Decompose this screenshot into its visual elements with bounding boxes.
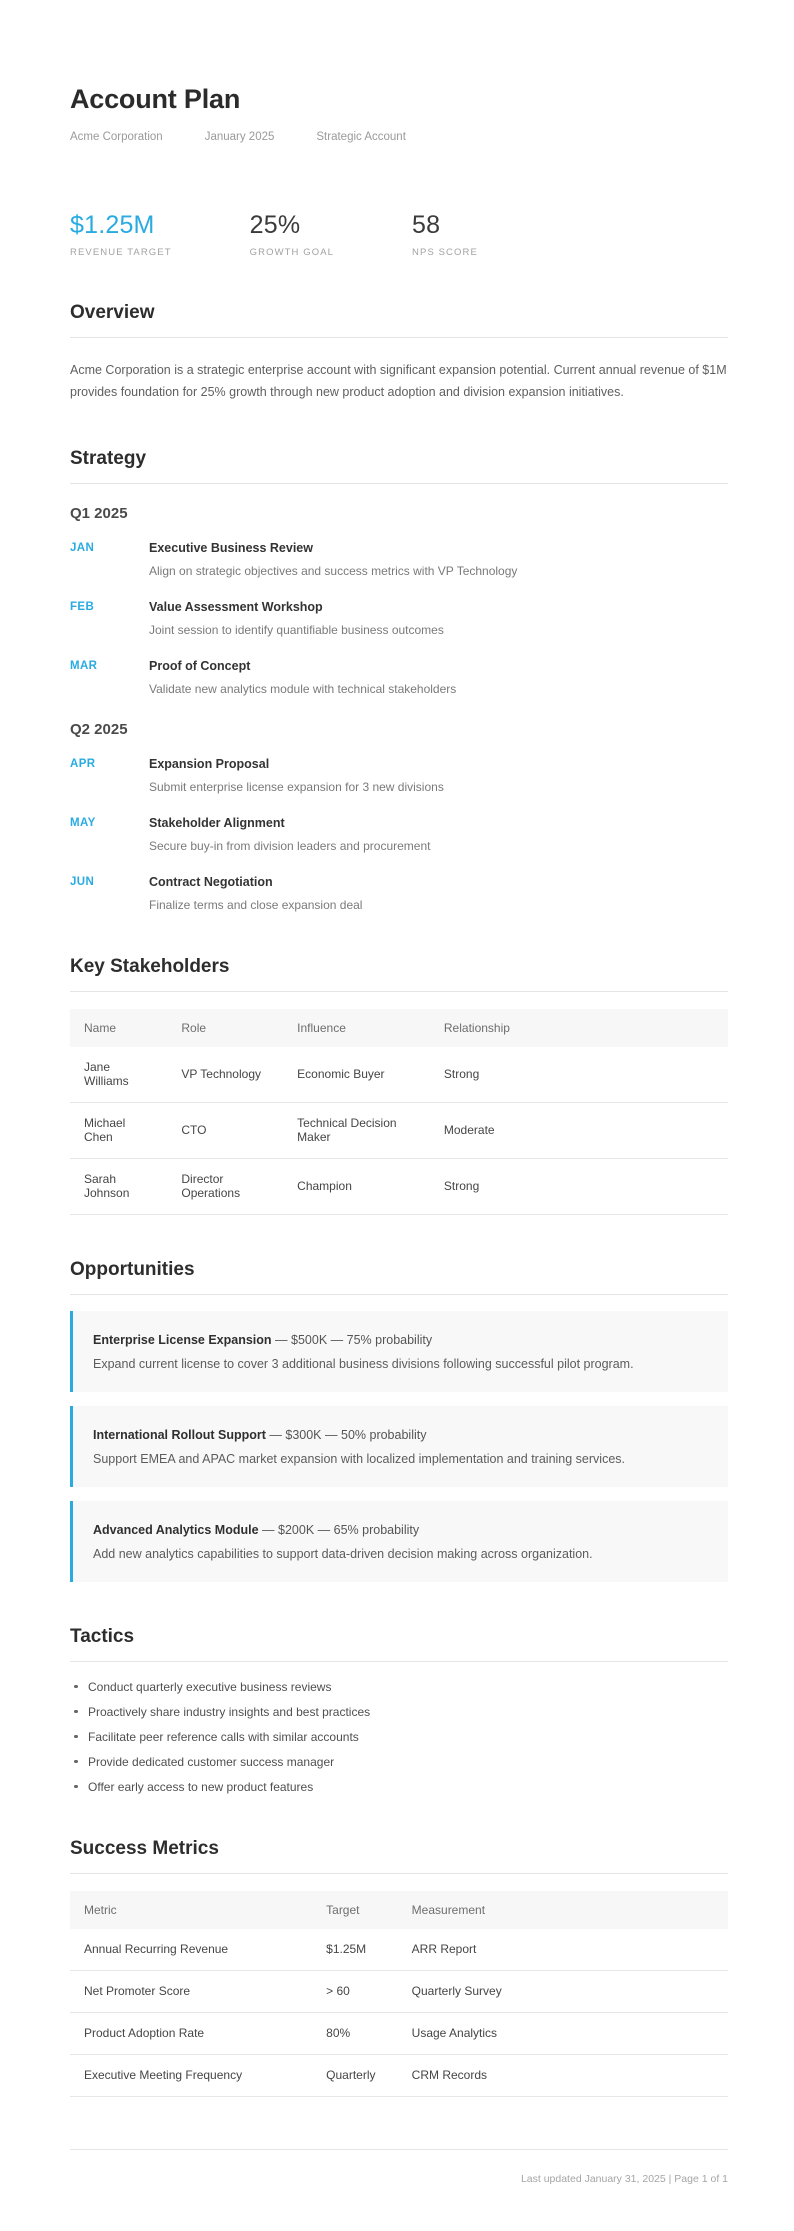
quarter-heading-q1: Q1 2025 bbox=[70, 504, 128, 522]
timeline-month: MAY bbox=[70, 816, 96, 829]
stat-growth-goal bbox=[250, 211, 334, 258]
cell-measurement: Quarterly Survey bbox=[398, 1970, 728, 2012]
cell-metric: Annual Recurring Revenue bbox=[70, 1929, 312, 1971]
meta-date: January 2025 bbox=[204, 131, 275, 143]
page-title: Account Plan bbox=[70, 84, 241, 114]
opportunity-amount: $200K bbox=[278, 1522, 315, 1537]
opportunity-headline bbox=[93, 1523, 708, 1537]
meta-account-type: Strategic Account bbox=[316, 131, 406, 143]
table-row bbox=[70, 1970, 728, 2012]
timeline-item bbox=[70, 757, 728, 794]
timeline-content bbox=[149, 541, 517, 578]
cell-name: Michael Chen bbox=[70, 1102, 167, 1158]
cell-measurement: CRM Records bbox=[398, 2054, 728, 2096]
timeline-title: Value Assessment Workshop bbox=[149, 599, 323, 614]
opportunity-title: International Rollout Support bbox=[93, 1427, 266, 1442]
tactics-heading: Tactics bbox=[70, 1625, 135, 1647]
stat-label: REVENUE TARGET bbox=[70, 247, 172, 258]
section-divider bbox=[70, 1873, 728, 1874]
overview-heading: Overview bbox=[70, 302, 155, 323]
stat-value: 25% bbox=[249, 211, 301, 239]
section-success-metrics bbox=[70, 1838, 728, 2097]
timeline-description: Finalize terms and close expansion deal bbox=[149, 897, 363, 912]
cell-influence: Technical Decision Maker bbox=[283, 1102, 430, 1158]
timeline-month: MAR bbox=[70, 659, 98, 672]
cell-influence: Economic Buyer bbox=[283, 1047, 430, 1103]
tactic-item: Offer early access to new product features bbox=[70, 1780, 728, 1794]
column-header-metric: Metric bbox=[70, 1891, 312, 1929]
document-meta bbox=[70, 131, 728, 143]
opportunity-card bbox=[70, 1501, 728, 1582]
cell-metric: Product Adoption Rate bbox=[70, 2012, 312, 2054]
opportunity-probability: 50% probability bbox=[341, 1427, 427, 1442]
tactic-item: Proactively share industry insights and best practices bbox=[70, 1705, 728, 1719]
opportunities-list bbox=[70, 1311, 728, 1582]
tactic-item: Conduct quarterly executive business reviews bbox=[70, 1680, 728, 1694]
timeline-title: Contract Negotiation bbox=[149, 874, 273, 889]
table-header-row bbox=[70, 1009, 728, 1047]
timeline-month: APR bbox=[70, 757, 96, 770]
table-row bbox=[70, 1047, 728, 1103]
footer-divider bbox=[70, 2149, 728, 2150]
timeline-content bbox=[149, 659, 456, 696]
opportunity-description: Support EMEA and APAC market expansion with localized implementation and training services. bbox=[93, 1451, 625, 1466]
tactic-item: Provide dedicated customer success manager bbox=[70, 1755, 728, 1769]
timeline-q2 bbox=[70, 757, 728, 912]
stakeholders-table bbox=[70, 1009, 728, 1215]
key-stats-row bbox=[70, 211, 728, 258]
separator-dash: — bbox=[269, 1427, 282, 1442]
section-divider bbox=[70, 1661, 728, 1662]
timeline-description: Submit enterprise license expansion for 3 new divisions bbox=[149, 779, 444, 794]
stat-nps-score bbox=[412, 211, 478, 258]
opportunity-title: Advanced Analytics Module bbox=[93, 1522, 259, 1537]
section-divider bbox=[70, 1294, 728, 1295]
timeline-content bbox=[149, 757, 444, 794]
table-row bbox=[70, 1102, 728, 1158]
tactics-list bbox=[70, 1680, 728, 1794]
separator-dash: — bbox=[262, 1522, 275, 1537]
opportunity-probability: 65% probability bbox=[333, 1522, 420, 1537]
timeline-month: JAN bbox=[70, 541, 95, 554]
opportunity-amount: $500K bbox=[291, 1332, 328, 1347]
opportunity-title: Enterprise License Expansion bbox=[93, 1332, 272, 1347]
stakeholders-heading: Key Stakeholders bbox=[70, 955, 230, 977]
cell-role: CTO bbox=[167, 1102, 283, 1158]
timeline-item bbox=[70, 659, 728, 696]
timeline-title: Expansion Proposal bbox=[149, 756, 270, 771]
timeline-title: Executive Business Review bbox=[149, 540, 313, 555]
cell-relationship: Strong bbox=[430, 1158, 728, 1214]
stat-value: $1.25M bbox=[70, 211, 155, 239]
section-overview bbox=[70, 302, 728, 404]
column-header-target: Target bbox=[312, 1891, 398, 1929]
column-header-role: Role bbox=[167, 1009, 283, 1047]
opportunity-card bbox=[70, 1311, 728, 1392]
timeline-description: Align on strategic objectives and success metrics with VP Technology bbox=[149, 563, 518, 578]
opportunity-amount: $300K bbox=[285, 1427, 322, 1442]
opportunity-card bbox=[70, 1406, 728, 1487]
section-divider bbox=[70, 483, 728, 484]
stat-revenue-target bbox=[70, 211, 172, 258]
section-divider bbox=[70, 991, 728, 992]
table-row bbox=[70, 2054, 728, 2096]
table-row bbox=[70, 1158, 728, 1214]
separator-dash: — bbox=[330, 1332, 344, 1347]
opportunities-heading: Opportunities bbox=[70, 1258, 195, 1280]
timeline-content bbox=[149, 816, 430, 853]
stat-label: GROWTH GOAL bbox=[249, 247, 335, 258]
timeline-description: Joint session to identify quantifiable business outcomes bbox=[149, 622, 444, 637]
section-strategy bbox=[70, 448, 728, 912]
strategy-heading: Strategy bbox=[70, 447, 147, 469]
meta-company: Acme Corporation bbox=[70, 131, 163, 143]
section-tactics bbox=[70, 1626, 728, 1794]
footer-status-line: Last updated January 31, 2025 | Page 1 of 1 bbox=[520, 2172, 728, 2185]
timeline-month: JUN bbox=[70, 875, 95, 888]
timeline-description: Secure buy-in from division leaders and procurement bbox=[149, 838, 431, 853]
timeline-title: Stakeholder Alignment bbox=[149, 815, 285, 830]
cell-relationship: Strong bbox=[430, 1047, 728, 1103]
timeline-title: Proof of Concept bbox=[149, 658, 251, 673]
cell-target: > 60 bbox=[312, 1970, 398, 2012]
separator-dash: — bbox=[325, 1427, 338, 1442]
timeline-content bbox=[149, 600, 444, 637]
quarter-heading-q2: Q2 2025 bbox=[70, 720, 128, 738]
cell-metric: Executive Meeting Frequency bbox=[70, 2054, 312, 2096]
stat-label: NPS SCORE bbox=[412, 247, 478, 258]
cell-name: Sarah Johnson bbox=[70, 1158, 167, 1214]
cell-target: $1.25M bbox=[312, 1929, 398, 1971]
cell-influence: Champion bbox=[283, 1158, 430, 1214]
opportunity-probability: 75% probability bbox=[346, 1332, 433, 1347]
timeline-item bbox=[70, 600, 728, 637]
cell-relationship: Moderate bbox=[430, 1102, 728, 1158]
opportunity-description: Expand current license to cover 3 additional business divisions following successful pilot program. bbox=[93, 1356, 634, 1371]
cell-role: Director Operations bbox=[167, 1158, 283, 1214]
section-opportunities bbox=[70, 1259, 728, 1582]
table-header-row bbox=[70, 1891, 728, 1929]
timeline-q1 bbox=[70, 541, 728, 696]
stat-value: 58 bbox=[412, 211, 441, 239]
timeline-item bbox=[70, 875, 728, 912]
metrics-heading: Success Metrics bbox=[70, 1837, 219, 1859]
opportunity-headline bbox=[93, 1428, 708, 1442]
section-key-stakeholders bbox=[70, 956, 728, 1215]
table-row bbox=[70, 1929, 728, 1971]
cell-measurement: Usage Analytics bbox=[398, 2012, 728, 2054]
timeline-content bbox=[149, 875, 362, 912]
section-divider bbox=[70, 337, 728, 338]
cell-target: Quarterly bbox=[312, 2054, 398, 2096]
timeline-month: FEB bbox=[70, 600, 95, 613]
separator-dash: — bbox=[275, 1332, 288, 1347]
column-header-name: Name bbox=[70, 1009, 167, 1047]
cell-target: 80% bbox=[312, 2012, 398, 2054]
timeline-item bbox=[70, 541, 728, 578]
table-row bbox=[70, 2012, 728, 2054]
column-header-relationship: Relationship bbox=[430, 1009, 728, 1047]
cell-name: Jane Williams bbox=[70, 1047, 167, 1103]
cell-measurement: ARR Report bbox=[398, 1929, 728, 1971]
opportunity-headline bbox=[93, 1333, 708, 1347]
column-header-measurement: Measurement bbox=[398, 1891, 728, 1929]
separator-dash: — bbox=[317, 1522, 331, 1537]
timeline-item bbox=[70, 816, 728, 853]
overview-paragraph: Acme Corporation is a strategic enterprise account with significant expansion potential. Current annual revenue of $1M provides foundation for 25% growth through new product adoption and division expansion initiatives. bbox=[70, 363, 727, 400]
cell-metric: Net Promoter Score bbox=[70, 1970, 312, 2012]
timeline-description: Validate new analytics module with technical stakeholders bbox=[149, 681, 457, 696]
opportunity-description: Add new analytics capabilities to support data-driven decision making across organization. bbox=[93, 1546, 593, 1561]
metrics-table bbox=[70, 1891, 728, 2097]
cell-role: VP Technology bbox=[167, 1047, 283, 1103]
tactic-item: Facilitate peer reference calls with similar accounts bbox=[70, 1730, 728, 1744]
column-header-influence: Influence bbox=[283, 1009, 430, 1047]
